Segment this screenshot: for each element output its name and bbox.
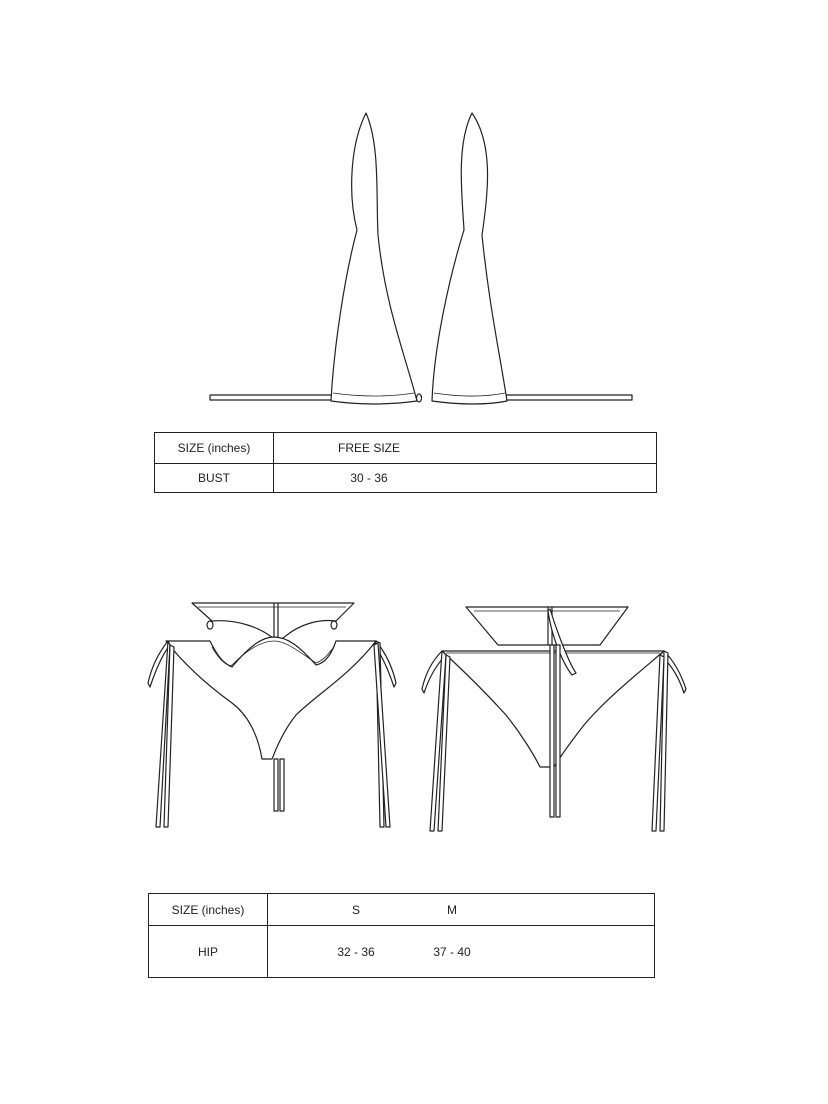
- size-header-label: SIZE (inches): [155, 433, 274, 464]
- bust-value-cell: [274, 464, 657, 493]
- bust-value: 30 - 36: [350, 471, 388, 485]
- bikini-bottom-sketch: [140, 595, 700, 840]
- bust-label: BUST: [155, 464, 274, 493]
- size-s-label: S: [351, 902, 361, 917]
- front-waist-strap: [192, 603, 354, 639]
- front-brief-panel: [166, 637, 376, 759]
- left-tie-string: [210, 395, 334, 400]
- free-size-label: FREE SIZE: [337, 441, 401, 455]
- center-ring: [417, 394, 422, 402]
- bottom-size-table: [148, 893, 655, 978]
- right-tie-string: [506, 395, 632, 400]
- size-header-label: SIZE (inches): [149, 894, 268, 926]
- hip-label: HIP: [149, 926, 268, 978]
- right-triangle-cup: [432, 113, 507, 404]
- hip-m-value: 37 - 40: [433, 944, 471, 959]
- bikini-top-sketch: [200, 105, 640, 415]
- hip-values-cell: [268, 926, 655, 978]
- left-triangle-cup: [331, 113, 417, 404]
- size-columns-cell: [268, 894, 655, 926]
- top-size-table: [154, 432, 657, 493]
- size-m-label: M: [447, 902, 457, 917]
- back-waist-strap: [466, 607, 628, 645]
- free-size-cell: [274, 433, 657, 464]
- hip-s-value: 32 - 36: [337, 944, 375, 959]
